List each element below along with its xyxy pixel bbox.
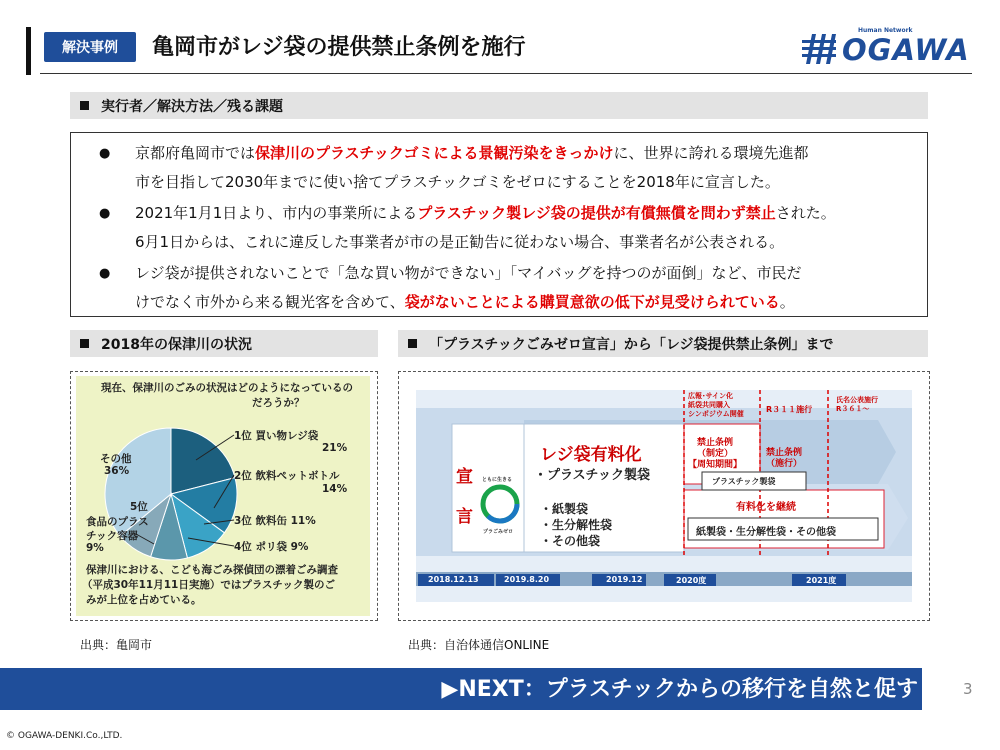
event-enforcement: R３１１施行	[766, 405, 813, 414]
legend-rank-5: 5位	[130, 501, 148, 513]
fee-item-biodegradable: ・生分解性袋	[540, 518, 613, 532]
page-number: 3	[963, 680, 973, 698]
fee-title: レジ袋有料化	[540, 445, 642, 465]
date-label: 2020度	[676, 576, 707, 585]
slogan-small: ともに生きる	[482, 477, 513, 483]
square-bullet-icon	[80, 101, 89, 110]
bullet-dot-icon: ●	[99, 146, 111, 161]
text: 6月1日からは、これに違反した事業者が市の是正勧告に従わない場合、事業者名が公表される。	[135, 233, 785, 251]
page-title: 亀岡市がレジ袋の提供禁止条例を施行	[152, 35, 526, 60]
square-bullet-icon	[80, 339, 89, 348]
text: された。	[775, 204, 836, 222]
ban-ordinance-enacted: 禁止条例 （制定） 【周知期間】	[688, 438, 743, 470]
legend-rank-4: 4位 ポリ袋 9%	[234, 541, 309, 553]
date-label: 2018.12.13	[428, 575, 479, 584]
square-bullet-icon	[408, 339, 417, 348]
legend-rank-1-value: 21%	[322, 442, 348, 454]
section-header-river	[70, 330, 378, 357]
chart-note-line-2: （平成30年11月11日実施）ではプラスチック製のご	[82, 579, 335, 591]
legend-rank-2: 2位 飲料ペットボトル	[234, 470, 340, 482]
ban-ordinance-enforced: 禁止条例 （施行）	[766, 448, 803, 469]
highlight-text: 袋がないことによる購買意欲の低下が見受けられている	[404, 293, 780, 311]
event-pr-symposium: 広報･サイン化 紙袋共同購入 シンポジウム開催	[688, 392, 744, 418]
event-name-publication: 氏名公表施行 R３６１～	[836, 396, 878, 413]
fee-item-other: ・その他袋	[540, 534, 601, 548]
chart-note-line-3: みが上位を占めている。	[86, 594, 202, 606]
text: に、世界に誇れる環境先進都	[613, 144, 809, 162]
text: けでなく市外から来る観光客を含めて、	[135, 293, 405, 311]
header-accent-bar	[26, 27, 31, 75]
text: 2021年1月1日より、市内の事業所による	[135, 204, 418, 222]
section-header-timeline	[398, 330, 928, 357]
text: 市を目指して2030年までに使い捨てプラスチックゴミをゼロにすることを2018年に宣言した。	[135, 173, 780, 191]
logo-tagline: Human Network	[858, 27, 913, 34]
copyright: © OGAWA-DENKI.Co.,LTD.	[6, 731, 123, 741]
fee-item-paper: ・紙製袋	[540, 502, 589, 516]
date-label: 2021度	[806, 576, 837, 585]
section-title: 実行者／解決方法／残る課題	[101, 98, 283, 115]
legend-rank-3: 3位 飲料缶 11%	[234, 515, 316, 527]
legend-rank-5-label-2: チック容器	[86, 530, 139, 542]
date-label: 2019.12	[606, 575, 643, 584]
chart-question-line-1: 現在、保津川のごみの状況はどのようになっているの	[101, 382, 353, 394]
source-kameoka: 出典：亀岡市	[80, 638, 153, 652]
declaration-char-1: 宣	[456, 467, 473, 487]
plastic-bag-label: プラスチック製袋	[712, 477, 776, 486]
legend-rank-5-label-1: 食品のプラス	[86, 516, 149, 528]
zero-logo-label: プラごみゼロ	[483, 529, 514, 535]
timeline-graphics	[416, 390, 912, 602]
bullet-box	[70, 132, 928, 317]
header-divider	[40, 73, 972, 74]
legend-other-value: 36%	[104, 465, 130, 477]
continue-fee-label: 有料化を継続	[736, 502, 796, 513]
river-panel-bg	[76, 376, 370, 616]
highlight-text: 保津川のプラスチックゴミによる景観汚染をきっかけ	[255, 144, 614, 162]
next-banner-text: ▶NEXT：プラスチックからの移行を自然と促す	[441, 677, 918, 702]
chart-note-line-1: 保津川における、こども海ごみ探偵団の漂着ごみ調査	[86, 564, 338, 576]
section-header-executor	[70, 92, 928, 119]
bullet-dot-icon: ●	[99, 206, 111, 221]
legend-rank-5-value: 9%	[86, 542, 104, 554]
text: 。	[779, 293, 795, 311]
text: 京都府亀岡市では	[135, 144, 256, 162]
continue-fee-items: 紙製袋・生分解性袋・その他袋	[696, 527, 836, 538]
legend-other: その他	[100, 453, 132, 465]
date-label: 2019.8.20	[504, 575, 550, 584]
highlight-text: プラスチック製レジ袋の提供が有償無償を問わず禁止	[417, 204, 776, 222]
timeline-diagram	[416, 390, 912, 602]
section-title: 「プラスチックごみゼロ宣言」から「レジ袋提供禁止条例」まで	[429, 336, 834, 353]
bullet-dot-icon: ●	[99, 266, 111, 281]
section-title: 2018年の保津川の状況	[101, 336, 252, 353]
legend-rank-2-value: 14%	[322, 483, 348, 495]
text: レジ袋が提供されないことで「急な買い物ができない」「マイバッグを持つのが面倒」など、市民だ	[135, 264, 802, 282]
fee-item-plastic: ・プラスチック製袋	[534, 468, 650, 483]
category-badge: 解決事例	[44, 32, 136, 62]
chart-question-line-2: だろうか？	[252, 397, 305, 409]
source-jichitai: 出典：自治体通信ONLINE	[408, 638, 550, 652]
declaration-char-2: 言	[456, 507, 473, 527]
logo-wordmark: OGAWA	[842, 33, 970, 67]
legend-rank-1: 1位 買い物レジ袋	[234, 430, 319, 442]
